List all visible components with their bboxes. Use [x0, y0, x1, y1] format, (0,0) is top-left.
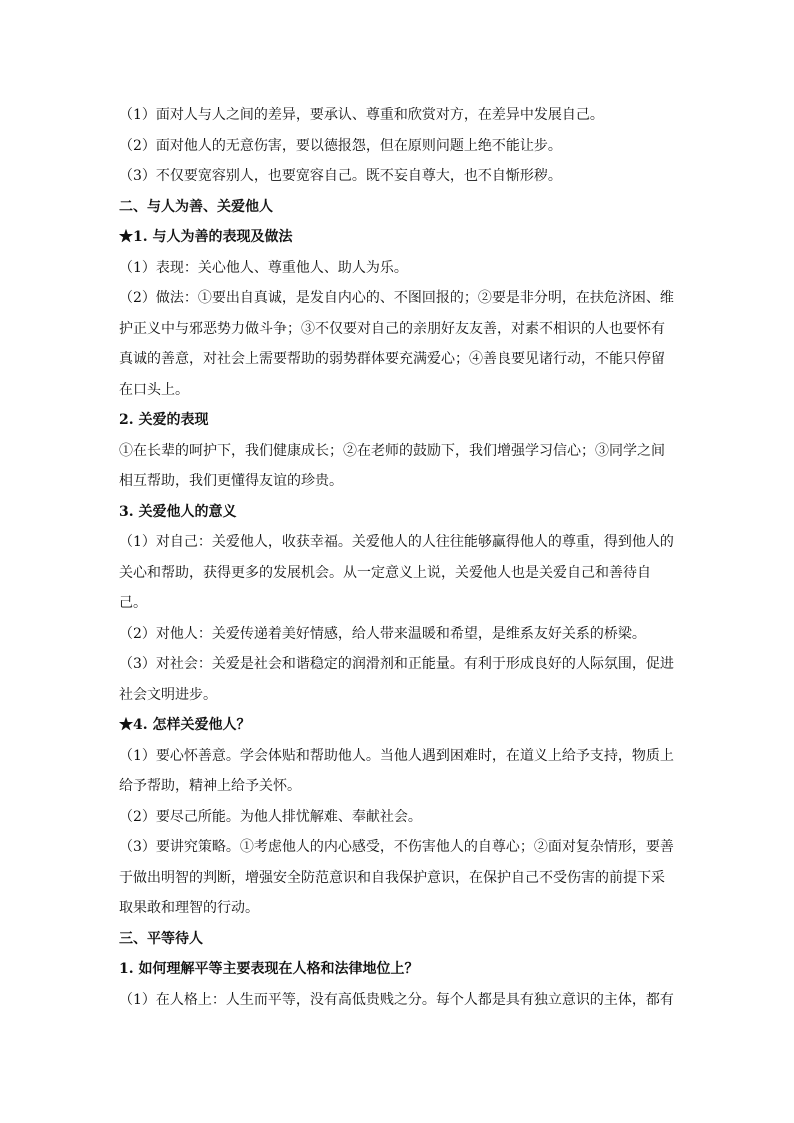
text-line: （2）做法：①要出自真诚，是发自内心的、不图回报的；②要是非分明，在扶危济困、维: [119, 290, 674, 306]
text-line: （2）面对他人的无意伤害，要以德报怨，但在原则问题上绝不能让步。: [119, 137, 562, 154]
text-line: 取果敢和理智的行动。: [119, 900, 259, 916]
text-line: 相互帮助，我们更懂得友谊的珍贵。: [119, 473, 343, 489]
document-body: [119, 100, 679, 1015]
text-line: 在口头上。: [119, 381, 189, 398]
text-line: 护正义中与邪恶势力做斗争；③不仅要对自己的亲朋好友友善，对素不相识的人也要怀有: [119, 320, 665, 337]
subsection-heading: 2. 关爱的表现: [119, 412, 209, 428]
text-line: （1）对自己：关爱他人，收获幸福。关爱他人的人往往能够赢得他人的尊重，得到他人的: [119, 534, 674, 550]
text-line: （3）不仅要宽容别人，也要宽容自己。既不妄自尊大，也不自惭形秽。: [119, 168, 562, 184]
subsection-heading: 3. 关爱他人的意义: [119, 503, 237, 520]
text-line: （2）对他人：关爱传递着美好情感，给人带来温暖和希望，是维系友好关系的桥梁。: [119, 625, 646, 642]
section-heading: 三、平等待人: [119, 930, 203, 947]
text-line: （1）面对人与人之间的差异，要承认、尊重和欣赏对方，在差异中发展自己。: [119, 107, 604, 123]
text-line: 己。: [119, 595, 147, 611]
text-line: （1）表现：关心他人、尊重他人、助人为乐。: [119, 259, 408, 276]
text-line: （3）对社会：关爱是社会和谐稳定的润滑剂和正能量。有利于形成良好的人际氛围，促进: [119, 656, 674, 672]
text-line: 真诚的善意，对社会上需要帮助的弱势群体要充满爱心；④善良要见诸行动，不能只停留: [119, 351, 665, 367]
text-line: 关心和帮助，获得更多的发展机会。从一定意义上说，关爱他人也是关爱自己和善待自: [119, 564, 651, 581]
text-line: （1）要心怀善意。学会体贴和帮助他人。当他人遇到困难时，在道义上给予支持，物质上: [119, 747, 674, 764]
text-line: ①在长辈的呵护下，我们健康成长；②在老师的鼓励下，我们增强学习信心；③同学之间: [119, 442, 665, 459]
subsection-heading: ★4. 怎样关爱他人？: [119, 717, 251, 733]
section-heading: 二、与人为善、关爱他人: [119, 198, 273, 215]
subsection-heading: ★1. 与人为善的表现及做法: [119, 229, 293, 245]
subsection-heading: 1. 如何理解平等主要表现在人格和法律地位上？: [119, 961, 419, 977]
text-line: 给予帮助，精神上给予关怀。: [119, 778, 301, 794]
text-line: 于做出明智的判断，增强安全防范意识和自我保护意识，在保护自己不受伤害的前提下采: [119, 869, 665, 886]
text-line: 社会文明进步。: [119, 686, 217, 703]
text-line: （2）要尽己所能。为他人排忧解难、奉献社会。: [119, 808, 422, 825]
text-line: （3）要讲究策略。①考虑他人的内心感受，不伤害他人的自尊心；②面对复杂情形，要善: [119, 839, 674, 855]
text-line: （1）在人格上：人生而平等，没有高低贵贱之分。每个人都是具有独立意识的主体，都有: [119, 991, 674, 1008]
